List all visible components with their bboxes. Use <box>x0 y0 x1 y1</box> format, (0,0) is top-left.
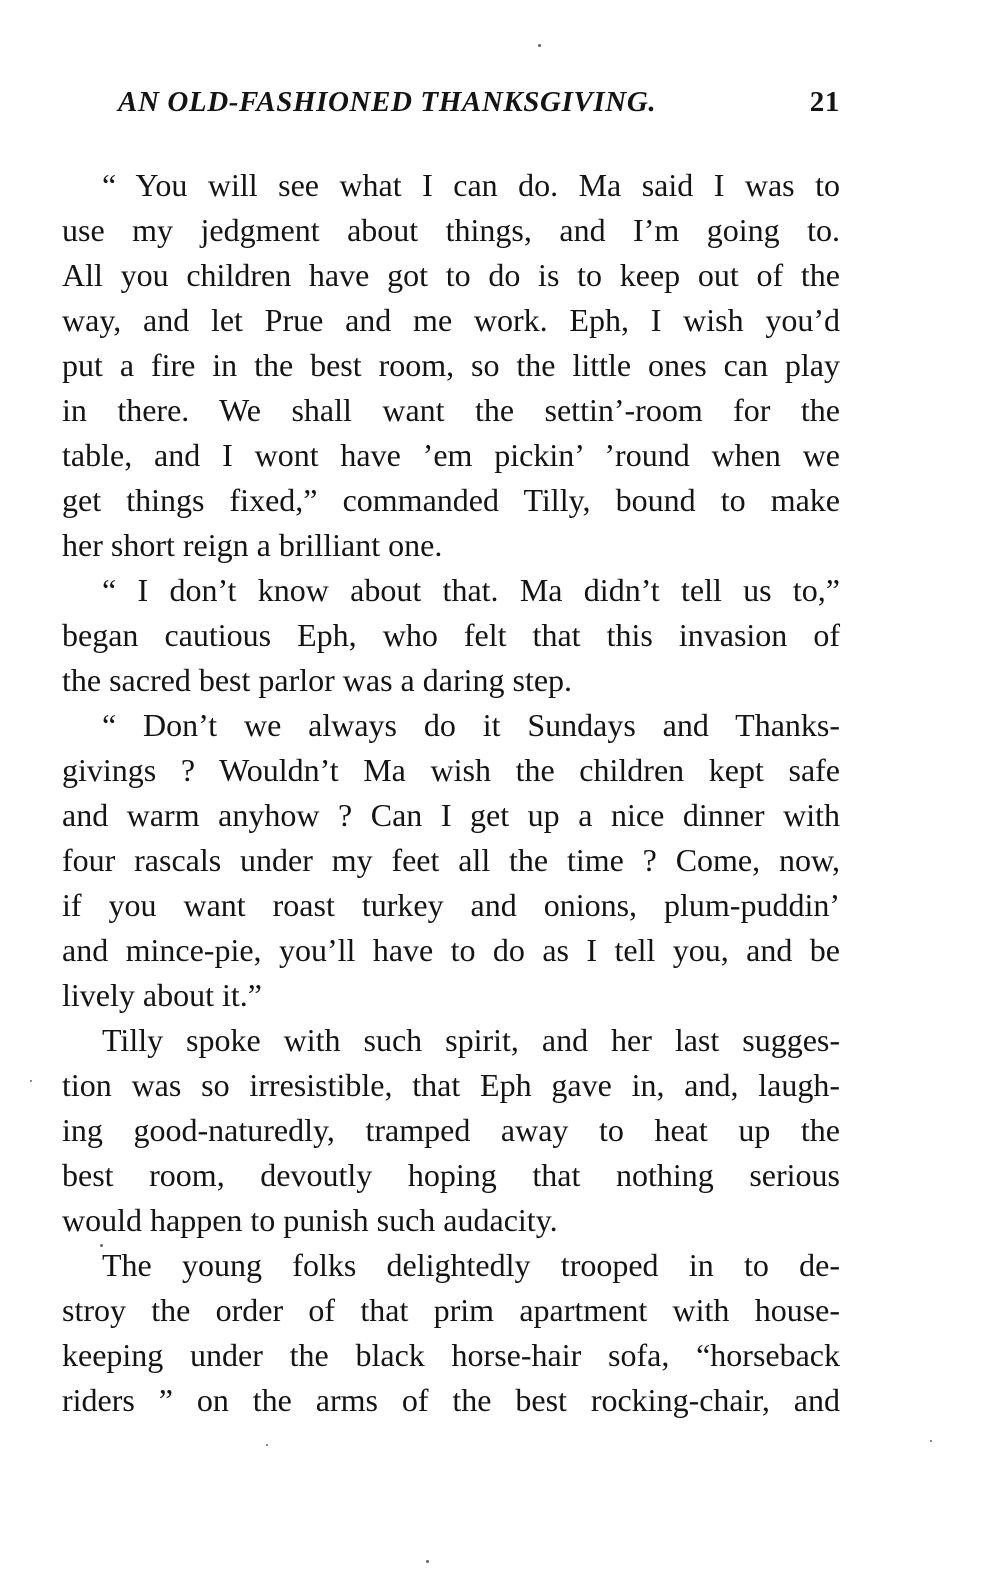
text-line: tion was so irresistible, that Eph gave in, and, laugh- <box>62 1067 840 1103</box>
paragraph <box>62 568 840 703</box>
text-line: and mince-pie, you’ll have to do as I tell you, and be <box>62 932 840 968</box>
text-line: Tilly spoke with such spirit, and her last sugges- <box>102 1022 840 1058</box>
paper-speck <box>100 1244 103 1247</box>
text-line: in there. We shall want the settin’-room for the <box>62 392 840 428</box>
text-line: ing good-naturedly, tramped away to heat up the <box>62 1112 840 1148</box>
text-line: the sacred best parlor was a daring step. <box>62 662 573 698</box>
text-line: “ Don’t we always do it Sundays and Thanks- <box>102 707 840 743</box>
running-head <box>118 86 840 126</box>
text-line: way, and let Prue and me work. Eph, I wish you’d <box>62 302 840 338</box>
text-line: givings ? Wouldn’t Ma wish the children kept safe <box>62 752 840 788</box>
text-line: and warm anyhow ? Can I get up a nice dinner with <box>62 797 840 833</box>
paragraph <box>62 163 840 568</box>
running-title: AN OLD-FASHIONED THANKSGIVING. <box>118 86 657 118</box>
text-line: riders ” on the arms of the best rocking-chair, and <box>62 1382 840 1418</box>
paper-speck <box>930 1440 932 1442</box>
text-line: keeping under the black horse-hair sofa, “horseback <box>62 1337 840 1373</box>
paper-speck <box>266 1444 268 1446</box>
text-line: The young folks delightedly trooped in to de- <box>102 1247 840 1283</box>
text-line: would happen to punish such audacity. <box>62 1202 558 1238</box>
text-line: use my jedgment about things, and I’m going to. <box>62 212 840 248</box>
text-line: table, and I wont have ’em pickin’ ’round when we <box>62 437 840 473</box>
paragraph <box>62 1018 840 1243</box>
text-line: her short reign a brilliant one. <box>62 527 443 563</box>
text-line: four rascals under my feet all the time ? Come, now, <box>62 842 840 878</box>
text-line: best room, devoutly hoping that nothing serious <box>62 1157 840 1193</box>
paper-speck <box>426 1560 429 1563</box>
page-number: 21 <box>809 86 840 118</box>
text-line: began cautious Eph, who felt that this invasion of <box>62 617 840 653</box>
text-line: “ I don’t know about that. Ma didn’t tell us to,” <box>102 572 840 608</box>
text-line: if you want roast turkey and onions, plum-puddin’ <box>62 887 840 923</box>
paragraph <box>62 703 840 1018</box>
paragraph <box>62 1243 840 1423</box>
body-text <box>62 163 840 1423</box>
text-line: get things fixed,” commanded Tilly, bound to make <box>62 482 840 518</box>
text-line: “ You will see what I can do. Ma said I was to <box>102 167 840 203</box>
paper-speck <box>538 44 541 47</box>
text-line: All you children have got to do is to keep out of the <box>62 257 840 293</box>
text-line: put a fire in the best room, so the little ones can play <box>62 347 840 383</box>
text-line: lively about it.” <box>62 977 262 1013</box>
paper-speck <box>30 1080 32 1082</box>
text-line: stroy the order of that prim apartment with house- <box>62 1292 840 1328</box>
